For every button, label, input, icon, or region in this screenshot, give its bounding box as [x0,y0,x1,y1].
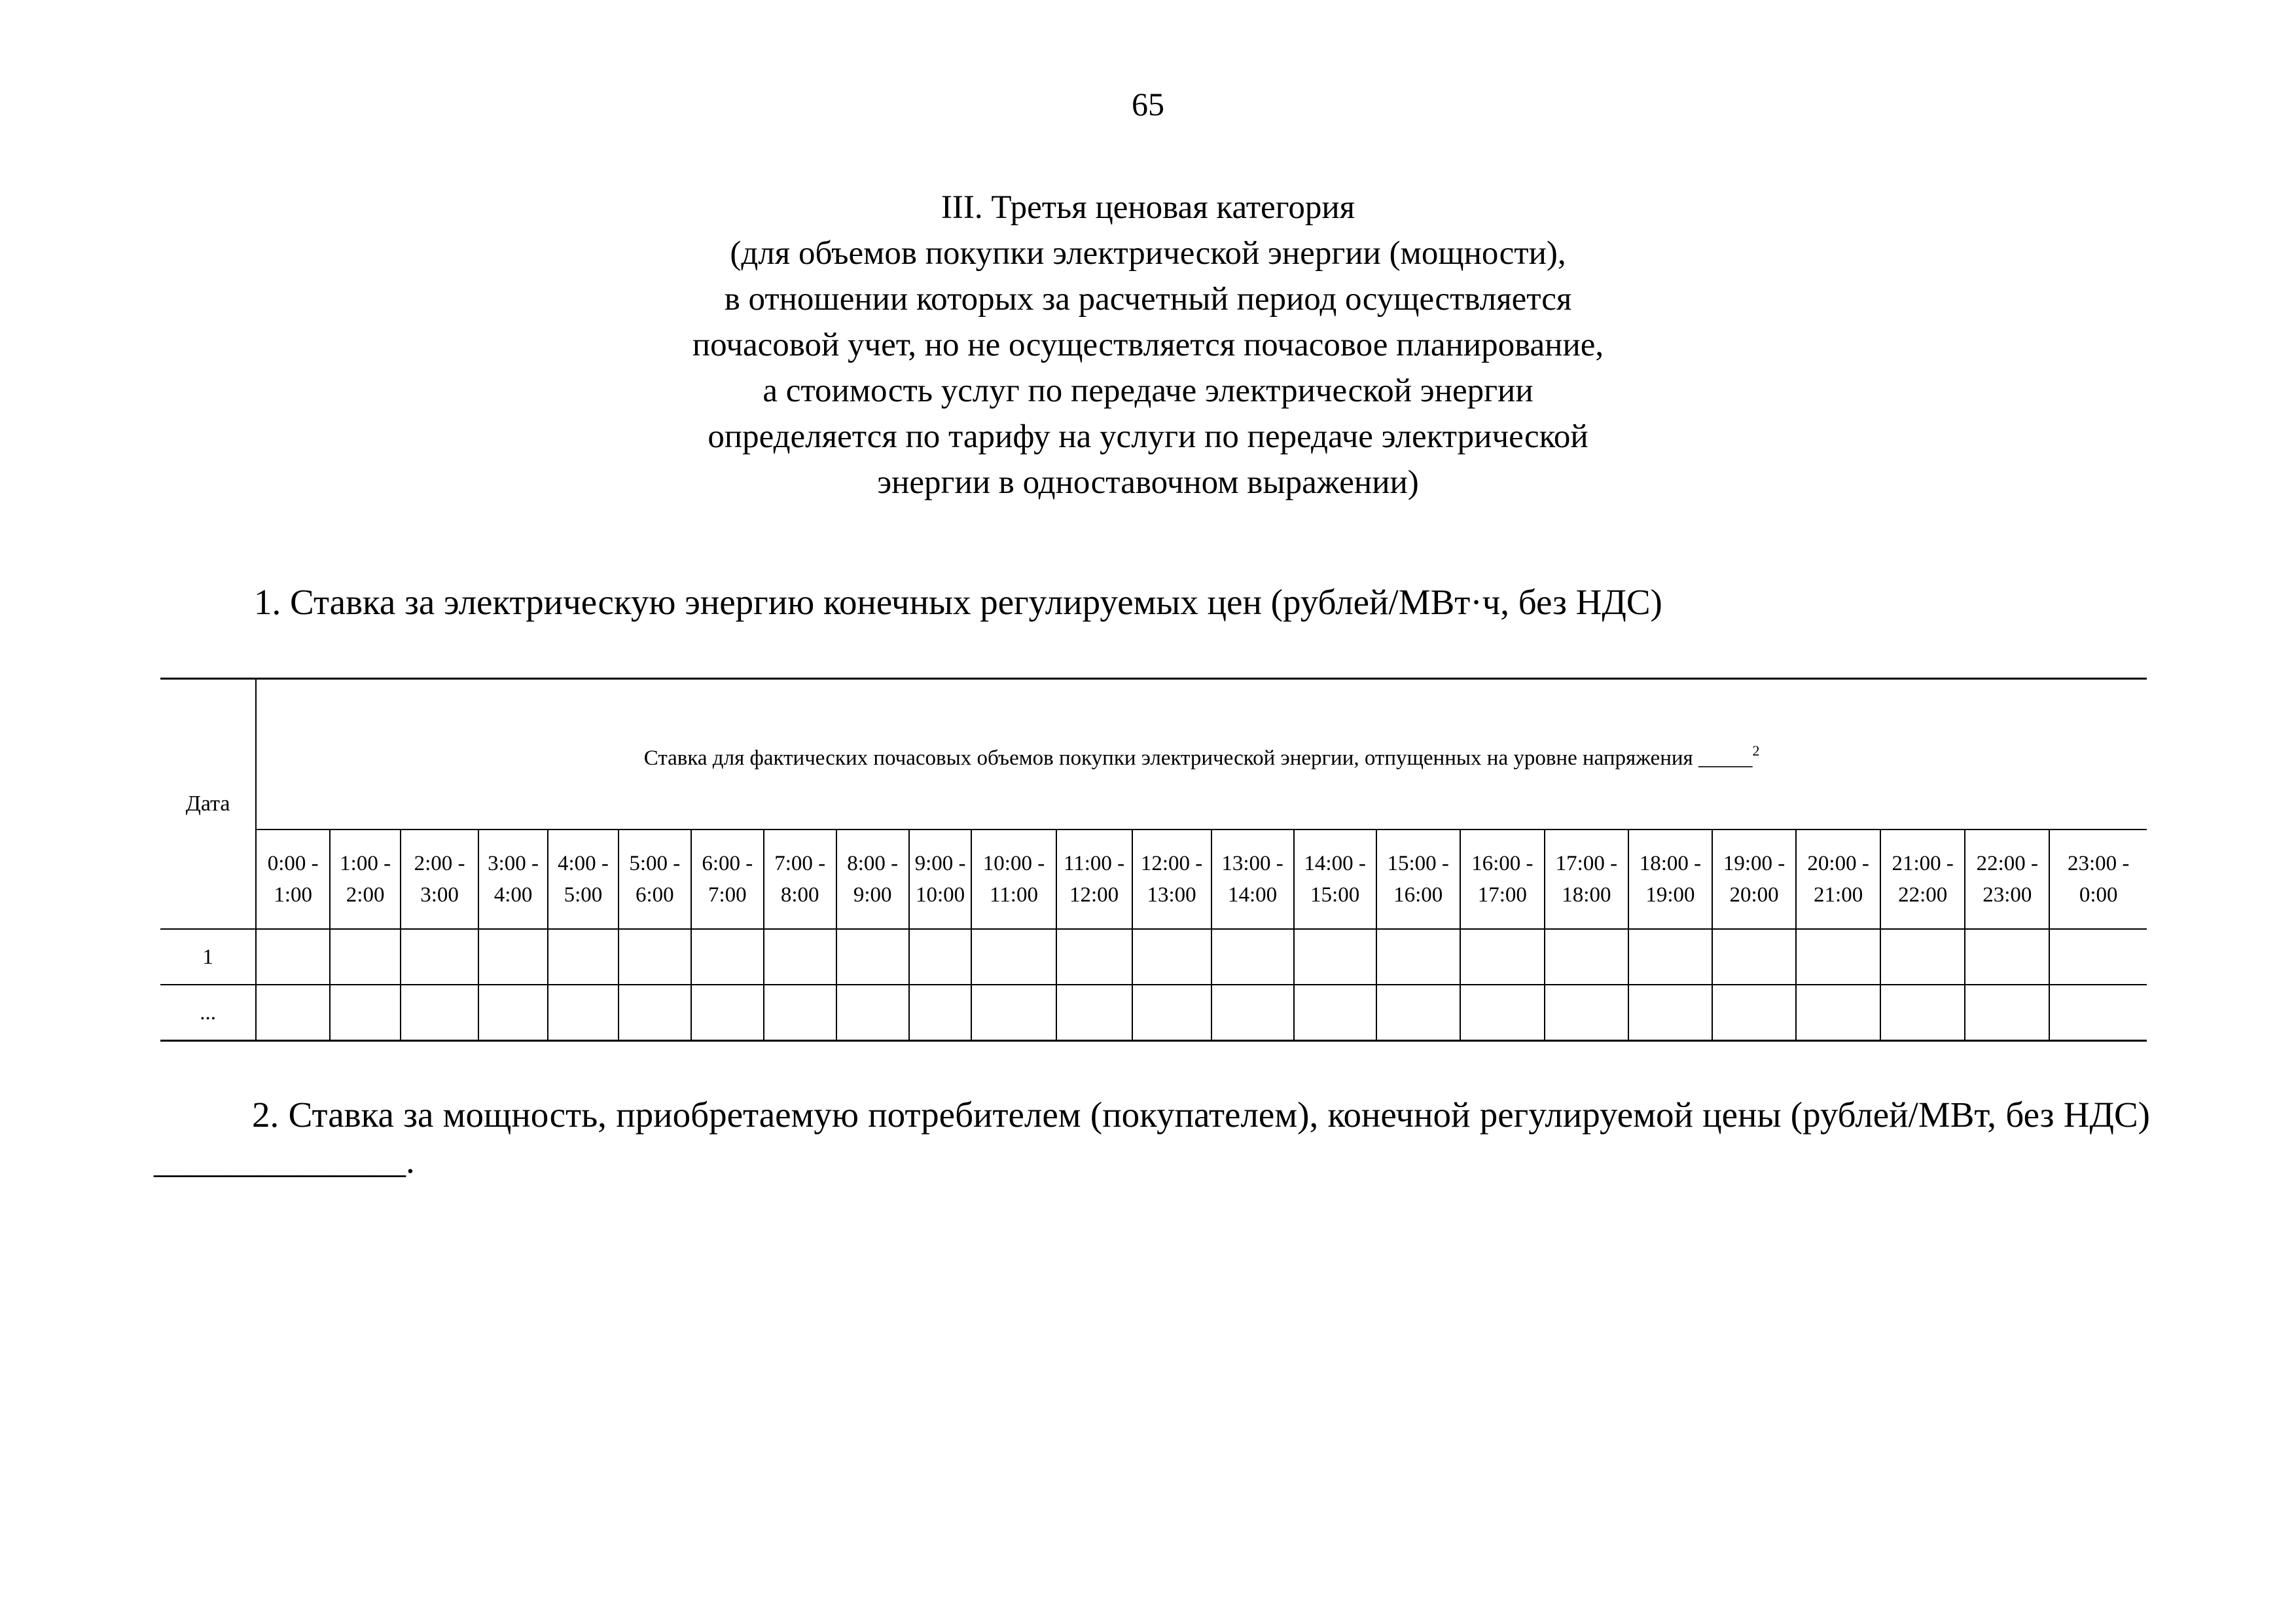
hour-start: 0:00 - [267,852,319,875]
hour-header [971,830,1056,929]
hour-end: 14:00 [1227,883,1278,907]
hour-end: 1:00 [274,883,313,907]
hour-header [836,830,909,929]
rate-cell [1376,985,1460,1041]
rate-cell [836,929,909,985]
table-row [160,985,2147,1041]
hour-start: 11:00 - [1063,852,1125,875]
rate-header [256,679,2147,830]
hour-header [619,830,691,929]
hour-header [1796,830,1880,929]
rate-cell [1460,985,1545,1041]
rate-cell [1880,929,1965,985]
heading-line: определяется по тарифу на услуги по передаче электрической [708,418,1588,455]
hour-end: 13:00 [1147,883,1196,907]
rate-cell [1628,929,1712,985]
rate-cell [1056,985,1132,1041]
hour-start: 3:00 - [488,852,539,875]
rate-cell [836,985,909,1041]
hour-start: 10:00 - [982,852,1045,875]
row-date: ... [160,985,256,1041]
rate-cell [1211,985,1294,1041]
hour-start: 4:00 - [557,852,609,875]
rate-cell [1460,929,1545,985]
heading-line: почасовой учет, но не осуществляется почасовое планирование, [692,327,1604,363]
rate-cell [1796,985,1880,1041]
hour-start: 12:00 - [1140,852,1203,875]
hour-end: 17:00 [1477,883,1527,907]
rate-cell [1132,985,1211,1041]
hour-header [256,830,330,929]
section-heading [0,185,2296,505]
hour-start: 19:00 - [1723,852,1785,875]
rate-cell [256,985,330,1041]
rate-cell [1880,985,1965,1041]
rate-header-text: Ставка для фактических почасовых объемов покупки электрической энергии, отпущенных на уровне напряжения _____ [643,746,1753,770]
hour-start: 18:00 - [1639,852,1702,875]
rate-cell [691,985,764,1041]
hour-end: 20:00 [1729,883,1779,907]
rate-cell [971,985,1056,1041]
rate-cell [548,929,619,985]
hour-header [401,830,478,929]
hour-end: 10:00 [915,883,965,907]
hour-header [2049,830,2147,929]
rate-cell [691,929,764,985]
rate-cell [1965,985,2049,1041]
rate-cell [2049,985,2147,1041]
rate-cell [1545,985,1628,1041]
rate-cell [330,929,401,985]
hour-start: 8:00 - [847,852,899,875]
hour-header [478,830,548,929]
heading-line: а стоимость услуг по передаче электрической энергии [762,373,1534,409]
rate-cell [1132,929,1211,985]
hour-header [330,830,401,929]
hour-start: 14:00 - [1304,852,1366,875]
date-header: Дата [160,679,256,930]
hour-start: 21:00 - [1892,852,1954,875]
rate-cell [478,929,548,985]
hour-start: 7:00 - [774,852,826,875]
hour-header [548,830,619,929]
hour-header [909,830,972,929]
hour-end: 0:00 [2079,883,2118,907]
rate-cell [478,985,548,1041]
hour-end: 11:00 [990,883,1038,907]
hour-start: 9:00 - [914,852,966,875]
rate-cell [764,985,836,1041]
hour-end: 16:00 [1393,883,1443,907]
hour-end: 6:00 [636,883,674,907]
rate-cell [1294,929,1376,985]
hour-header [1880,830,1965,929]
hour-start: 13:00 - [1221,852,1283,875]
rate-cell [1712,985,1796,1041]
rate-cell [1294,985,1376,1041]
hour-header [1712,830,1796,929]
hour-header [1056,830,1132,929]
hour-end: 2:00 [346,883,385,907]
rate-cell [1545,929,1628,985]
hour-header [1132,830,1211,929]
rate-cell [330,985,401,1041]
hour-end: 19:00 [1645,883,1695,907]
rates-table [160,678,2147,1042]
hour-header [1211,830,1294,929]
hour-end: 7:00 [708,883,747,907]
hour-start: 6:00 - [702,852,753,875]
rate-cell [764,929,836,985]
rate-cell [619,985,691,1041]
rate-cell [401,929,478,985]
hour-start: 22:00 - [1976,852,2039,875]
hour-end: 12:00 [1069,883,1119,907]
hour-start: 5:00 - [629,852,681,875]
rate-cell [909,985,972,1041]
rate-cell [909,929,972,985]
rate-cell [1056,929,1132,985]
hour-end: 4:00 [493,883,533,907]
hour-start: 23:00 - [2067,852,2130,875]
rate-cell [1796,929,1880,985]
rate-cell [971,929,1056,985]
hour-header [764,830,836,929]
table-row [160,929,2147,985]
heading-line: III. Третья ценовая категория [941,189,1355,226]
hour-start: 15:00 - [1387,852,1449,875]
rate-cell [401,985,478,1041]
hour-start: 2:00 - [414,852,465,875]
hours-header-row [160,830,2147,929]
hour-end: 23:00 [1982,883,2032,907]
hour-start: 16:00 - [1471,852,1534,875]
section-1-title: 1. Ставка за электрическую энергию конечных регулируемых цен (рублей/МВт·ч, без НДС) [254,582,1662,622]
footnote-mark: 2 [1752,742,1760,759]
hour-end: 18:00 [1562,883,1611,907]
hour-start: 1:00 - [340,852,391,875]
hour-end: 8:00 [780,883,819,907]
rate-cell [548,985,619,1041]
rate-cell [1376,929,1460,985]
hour-header [1628,830,1712,929]
rate-cell [619,929,691,985]
hour-start: 17:00 - [1555,852,1618,875]
hour-header [1376,830,1460,929]
rate-cell [1628,985,1712,1041]
heading-line: (для объемов покупки электрической энергии (мощности), [730,235,1566,272]
heading-line: энергии в одноставочном выражении) [877,464,1419,501]
heading-line: в отношении которых за расчетный период осуществляется [724,281,1572,318]
rate-cell [1211,929,1294,985]
hour-end: 22:00 [1898,883,1948,907]
hour-header [1460,830,1545,929]
hour-end: 9:00 [853,883,892,907]
hour-end: 3:00 [420,883,459,907]
section-2-text: 2. Ставка за мощность, приобретаемую потребителем (покупателем), конечной регулируемой цены (рублей/МВт, без НДС) ______________. [154,1095,2150,1180]
hour-header [691,830,764,929]
hour-end: 5:00 [564,883,603,907]
hour-end: 21:00 [1814,883,1863,907]
row-date: 1 [160,929,256,985]
rate-cell [2049,929,2147,985]
hour-header [1545,830,1628,929]
hour-start: 20:00 - [1807,852,1869,875]
hour-end: 15:00 [1310,883,1360,907]
rate-cell [256,929,330,985]
page-number: 65 [1132,86,1164,122]
rate-cell [1712,929,1796,985]
hour-header [1294,830,1376,929]
rate-cell [1965,929,2049,985]
table-header-row [160,679,2147,830]
hour-header [1965,830,2049,929]
